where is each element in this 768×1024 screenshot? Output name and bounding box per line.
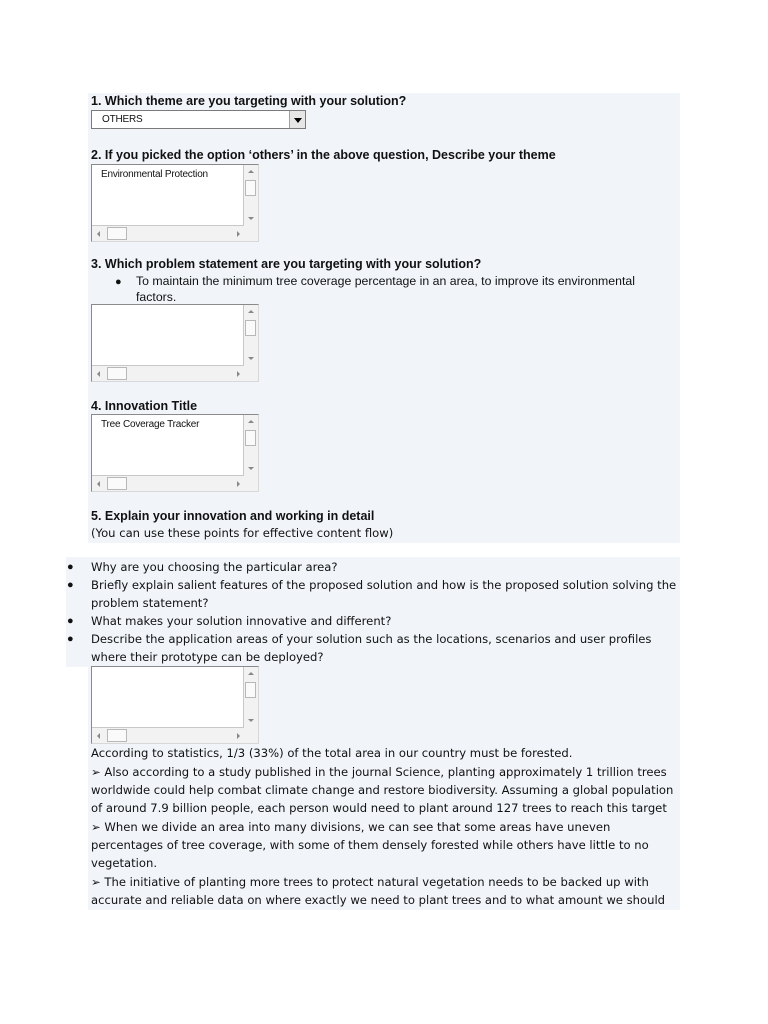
question-2-label: 2. If you picked the option ‘others’ in the above question, Describe your theme (91, 148, 556, 162)
point-3: What makes your solution innovative and different? (91, 614, 392, 628)
problem-statement-textarea[interactable] (91, 304, 259, 382)
scroll-up-icon[interactable] (244, 305, 257, 318)
problem-statement-line2: factors. (136, 290, 177, 304)
theme-description-value: Environmental Protection (101, 169, 208, 180)
scroll-right-icon[interactable] (231, 226, 245, 241)
vertical-scrollbar[interactable] (243, 305, 258, 365)
point-2-line1: Briefly explain salient features of the proposed solution and how is the proposed solution solving the (91, 578, 677, 592)
horizontal-scrollbar[interactable] (92, 475, 245, 491)
answer-line-3: worldwide could help combat climate change and restore biodiversity. Assuming a global population (91, 783, 674, 797)
scroll-up-icon[interactable] (244, 165, 257, 178)
answer-line-6: percentages of tree coverage, with some of them densely forested while others have little to no (91, 838, 649, 852)
question-1-label: 1. Which theme are you targeting with your solution? (91, 94, 407, 108)
innovation-detail-textarea[interactable] (91, 666, 259, 744)
scrollbar-thumb[interactable] (245, 682, 256, 698)
answer-line-8: ➢ The initiative of planting more trees to protect natural vegetation needs to be backed up with (91, 875, 649, 889)
point-4-line2: where their prototype can be deployed? (91, 650, 324, 664)
scroll-down-icon[interactable] (244, 462, 257, 475)
answer-line-2: ➢ Also according to a study published in the journal Science, planting approximately 1 trillion trees (91, 765, 667, 779)
point-2-line2: problem statement? (91, 596, 209, 610)
horizontal-scrollbar[interactable] (92, 225, 245, 241)
scroll-down-icon[interactable] (244, 212, 257, 225)
answer-line-9: accurate and reliable data on where exactly we need to plant trees and to what amount we should (91, 893, 666, 907)
bullet-icon: ● (115, 276, 122, 288)
scrollbar-thumb[interactable] (107, 367, 127, 380)
horizontal-scrollbar[interactable] (92, 365, 245, 381)
answer-line-7: vegetation. (91, 856, 158, 870)
vertical-scrollbar[interactable] (243, 667, 258, 727)
bullet-icon: ● (67, 579, 74, 591)
innovation-title-value: Tree Coverage Tracker (101, 419, 200, 430)
bullet-icon: ● (67, 561, 74, 573)
resize-corner (244, 225, 258, 241)
point-4-line1: Describe the application areas of your solution such as the locations, scenarios and user profiles (91, 632, 652, 646)
resize-corner (244, 365, 258, 381)
scroll-left-icon[interactable] (92, 728, 106, 743)
question-4-label: 4. Innovation Title (91, 399, 198, 413)
problem-statement-line1: To maintain the minimum tree coverage percentage in an area, to improve its environmental (136, 274, 635, 288)
question-3-label: 3. Which problem statement are you targeting with your solution? (91, 257, 482, 271)
question-5-hint: (You can use these points for effective content flow) (91, 526, 394, 540)
scroll-down-icon[interactable] (244, 352, 257, 365)
scrollbar-thumb[interactable] (107, 227, 127, 240)
answer-line-4: of around 7.9 billion people, each person would need to plant around 127 trees to reach this target (91, 801, 667, 815)
scrollbar-thumb[interactable] (107, 477, 127, 490)
theme-select[interactable] (91, 110, 306, 129)
scroll-right-icon[interactable] (231, 476, 245, 491)
theme-description-textarea[interactable] (91, 164, 259, 242)
bullet-icon: ● (67, 615, 74, 627)
scroll-down-icon[interactable] (244, 714, 257, 727)
horizontal-scrollbar[interactable] (92, 727, 245, 743)
resize-corner (244, 475, 258, 491)
vertical-scrollbar[interactable] (243, 415, 258, 475)
answer-line-5: ➢ When we divide an area into many divisions, we can see that some areas have uneven (91, 820, 611, 834)
bullet-icon: ● (67, 633, 74, 645)
chevron-down-icon[interactable] (289, 111, 305, 128)
scrollbar-thumb[interactable] (245, 320, 256, 336)
point-1: Why are you choosing the particular area? (91, 560, 338, 574)
resize-corner (244, 727, 258, 743)
scroll-right-icon[interactable] (231, 728, 245, 743)
scroll-up-icon[interactable] (244, 667, 257, 680)
scroll-left-icon[interactable] (92, 366, 106, 381)
innovation-title-textarea[interactable] (91, 414, 259, 492)
vertical-scrollbar[interactable] (243, 165, 258, 225)
scroll-left-icon[interactable] (92, 476, 106, 491)
scroll-left-icon[interactable] (92, 226, 106, 241)
theme-select-value: OTHERS (102, 114, 143, 125)
scrollbar-thumb[interactable] (107, 729, 127, 742)
scrollbar-thumb[interactable] (245, 180, 256, 196)
scroll-up-icon[interactable] (244, 415, 257, 428)
answer-line-1: According to statistics, 1/3 (33%) of the total area in our country must be forested. (91, 746, 573, 760)
question-5-label: 5. Explain your innovation and working in detail (91, 509, 375, 523)
scroll-right-icon[interactable] (231, 366, 245, 381)
scrollbar-thumb[interactable] (245, 430, 256, 446)
